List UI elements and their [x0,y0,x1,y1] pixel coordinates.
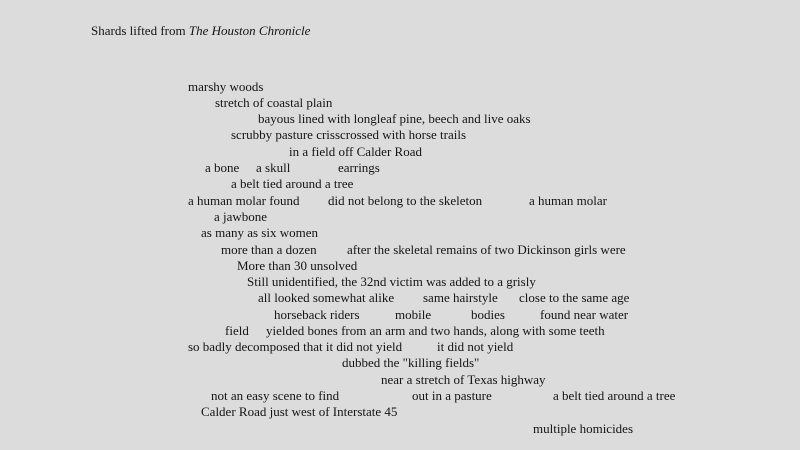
page-title [91,23,310,39]
fragment: in a field off Calder Road [289,144,422,159]
fragment: Calder Road just west of Interstate 45 [201,404,398,419]
fragment: scrubby pasture crisscrossed with horse trails [231,127,467,142]
fragment: near a stretch of Texas highway [381,372,546,387]
fragment: close to the same age [519,290,630,305]
fragment: a belt tied around a tree [553,388,676,403]
fragment: did not belong to the skeleton [328,193,483,208]
fragment: a human molar [529,193,607,208]
fragment: all looked somewhat alike [258,290,395,305]
fragment: dubbed the "killing fields" [342,355,480,370]
fragment: mobile [395,307,432,322]
fragment: earrings [338,160,380,175]
fragment: Still unidentified, the 32nd victim was added to a grisly [247,274,536,289]
title-source: The Houston Chronicle [188,23,311,38]
fragment: stretch of coastal plain [215,95,333,110]
fragment: bodies [471,307,505,322]
fragment: a human molar found [188,193,300,208]
fragment: a jawbone [214,209,268,224]
fragment: after the skeletal remains of two Dickinson girls were [347,242,626,257]
fragment: a belt tied around a tree [231,176,354,191]
fragment: bayous lined with longleaf pine, beech and live oaks [258,111,531,126]
fragment: field [225,323,249,338]
fragment: same hairstyle [423,290,498,305]
fragment: it did not yield [437,339,514,354]
fragment: multiple homicides [533,421,634,436]
fragment: out in a pasture [412,388,492,403]
fragment: as many as six women [201,225,318,240]
fragment: horseback riders [274,307,360,322]
fragment: More than 30 unsolved [237,258,358,273]
fragment: marshy woods [188,79,264,94]
fragment: a skull [256,160,291,175]
fragment: yielded bones from an arm and two hands, along with some teeth [266,323,605,338]
title-prefix: Shards lifted from [91,23,186,38]
fragment: not an easy scene to find [211,388,340,403]
fragment: a bone [205,160,240,175]
fragment: more than a dozen [221,242,317,257]
fragment: so badly decomposed that it did not yield [188,339,403,354]
fragment: found near water [540,307,629,322]
